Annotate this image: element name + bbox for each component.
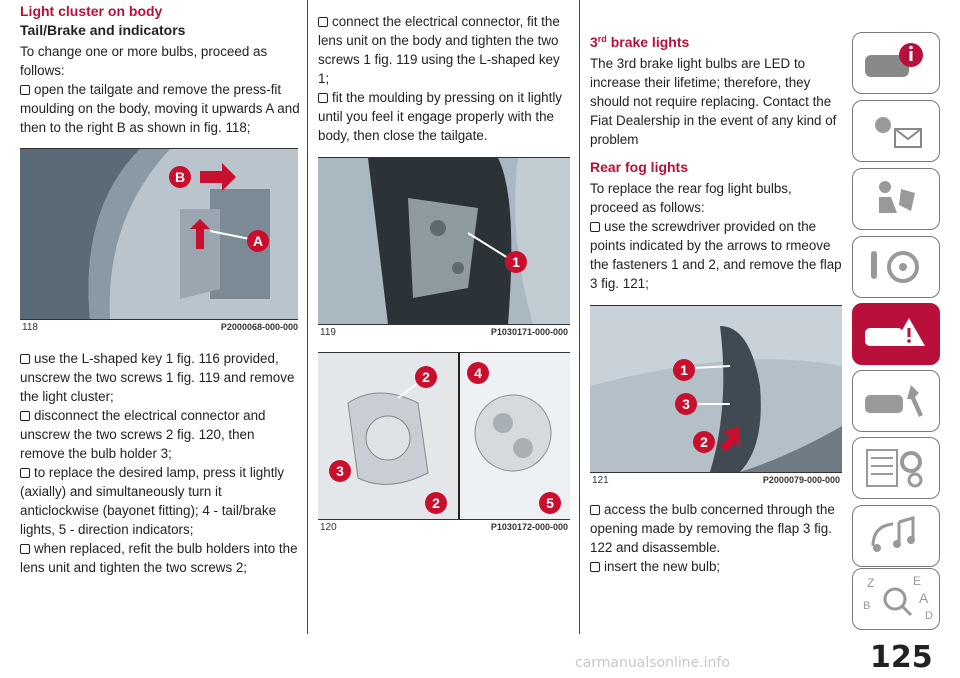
checkbox-bullet-icon: [590, 505, 600, 515]
watermark: carmanualsonline.info: [575, 655, 730, 671]
checkbox-bullet-icon: [318, 93, 328, 103]
technical-data-icon: [853, 438, 938, 497]
svg-text:Z: Z: [867, 576, 875, 590]
callout-2-bottom: 2: [432, 495, 440, 511]
tab-warning-lights[interactable]: [852, 100, 940, 162]
svg-text:A: A: [919, 590, 929, 606]
rear-fog-flap-illustration: [590, 306, 842, 472]
step-item: disconnect the electrical connector and unscrew the two screws 2 fig. 120, then remove the bulb holder 3;: [20, 408, 266, 461]
checkbox-bullet-icon: [20, 468, 30, 478]
step-item: insert the new bulb;: [590, 557, 842, 576]
column-3: [590, 0, 842, 576]
car-info-icon: [853, 33, 938, 92]
bulb-holder-illustration: [318, 353, 570, 519]
figure-119: [318, 157, 570, 325]
step-item: connect the electrical connector, fit the lens unit on the body and tighten the two screws 1 fig. 119 using the L-shaped key 1;: [318, 14, 560, 86]
callout-1: 1: [680, 362, 688, 378]
car-service-icon: [853, 371, 938, 430]
tab-index[interactable]: [852, 568, 940, 630]
tab-servicing[interactable]: [852, 370, 940, 432]
callout-3: 3: [682, 396, 690, 412]
callout-3: 3: [336, 463, 344, 479]
svg-text:B: B: [863, 600, 871, 612]
step-item: fit the moulding by pressing on it lightly until you feel it engage properly with the body, then close the tailgate.: [318, 90, 562, 143]
tailgate-moulding-illustration: [20, 149, 298, 319]
emergency-car-icon: [853, 304, 938, 363]
checkbox-bullet-icon: [20, 411, 30, 421]
callout-a: A: [252, 233, 264, 249]
checkbox-bullet-icon: [20, 85, 30, 95]
warning-lights-icon: [853, 101, 938, 160]
figure-120-caption: 120 P1030172-000-000: [320, 522, 568, 533]
svg-text:D: D: [925, 610, 933, 622]
checkbox-bullet-icon: [318, 17, 328, 27]
callout-2-top: 2: [422, 369, 430, 385]
safety-seat-icon: [853, 169, 938, 228]
section-heading-brake-lights: 3rd brake lights: [590, 34, 690, 50]
callout-4: 4: [474, 365, 482, 381]
figure-121-caption: 121 P2000079-000-000: [592, 475, 840, 486]
light-cluster-illustration: [318, 158, 570, 324]
checkbox-bullet-icon: [20, 544, 30, 554]
subsection-heading: Tail/Brake and indicators: [20, 22, 186, 38]
figure-121: [590, 305, 842, 473]
intro-text: To replace the rear fog light bulbs, proceed as follows:: [590, 181, 792, 215]
callout-1: 1: [512, 254, 520, 270]
callout-5: 5: [546, 495, 554, 511]
column-2: [318, 0, 570, 533]
brake-lights-text: The 3rd brake light bulbs are LED to increase their lifetime; therefore, they should not require replacing. Contact the Fiat Dealership in the event of any kind of problem: [590, 56, 837, 147]
column-divider-right: [579, 0, 580, 634]
tab-multimedia[interactable]: [852, 505, 940, 567]
step-item: when replaced, refit the bulb holders into the lens unit and tighten the two screws 2;: [20, 541, 298, 575]
tab-safety[interactable]: [852, 168, 940, 230]
index-icon: [853, 569, 938, 628]
tab-starting-driving[interactable]: [852, 236, 940, 298]
svg-text:E: E: [913, 574, 922, 588]
section-heading-fog-lights: Rear fog lights: [590, 159, 689, 175]
step-item: open the tailgate and remove the press-fit moulding on the body, moving it upwards A and then to the right B as shown in fig. 118;: [20, 82, 300, 135]
figure-118: [20, 148, 298, 320]
tab-car-info[interactable]: [852, 32, 940, 94]
callout-b: B: [174, 169, 186, 185]
multimedia-icon: [853, 506, 938, 565]
column-divider-left: [307, 0, 308, 634]
section-heading: Light cluster on body: [20, 3, 163, 19]
figure-120: [318, 352, 570, 520]
checkbox-bullet-icon: [20, 354, 30, 364]
step-item: use the L-shaped key 1 fig. 116 provided, unscrew the two screws 1 fig. 119 and remove the light cluster;: [20, 351, 295, 404]
page-number: 125: [870, 640, 933, 675]
figure-119-caption: 119 P1030171-000-000: [320, 327, 568, 338]
steering-key-icon: [853, 237, 938, 296]
column-1: [20, 0, 300, 577]
tab-emergency[interactable]: [852, 303, 940, 365]
intro-text: To change one or more bulbs, proceed as follows:: [20, 44, 268, 78]
step-item: access the bulb concerned through the opening made by removing the flap 3 fig. 122 and disassemble.: [590, 502, 835, 555]
checkbox-bullet-icon: [590, 222, 600, 232]
tab-technical-data[interactable]: [852, 437, 940, 499]
step-item: use the screwdriver provided on the points indicated by the arrows to rmeove the fasteners 1 and 2, and remove the flap 3 fig. 121;: [590, 219, 842, 291]
checkbox-bullet-icon: [590, 562, 600, 572]
step-item: to replace the desired lamp, press it lightly (axially) and simultaneously turn it anticlockwise (bayonet fitting); 4 - tail/brake lights, 5 - direction indicators;: [20, 465, 285, 537]
callout-2: 2: [700, 434, 708, 450]
figure-118-caption: 118 P2000068-000-000: [22, 322, 298, 333]
